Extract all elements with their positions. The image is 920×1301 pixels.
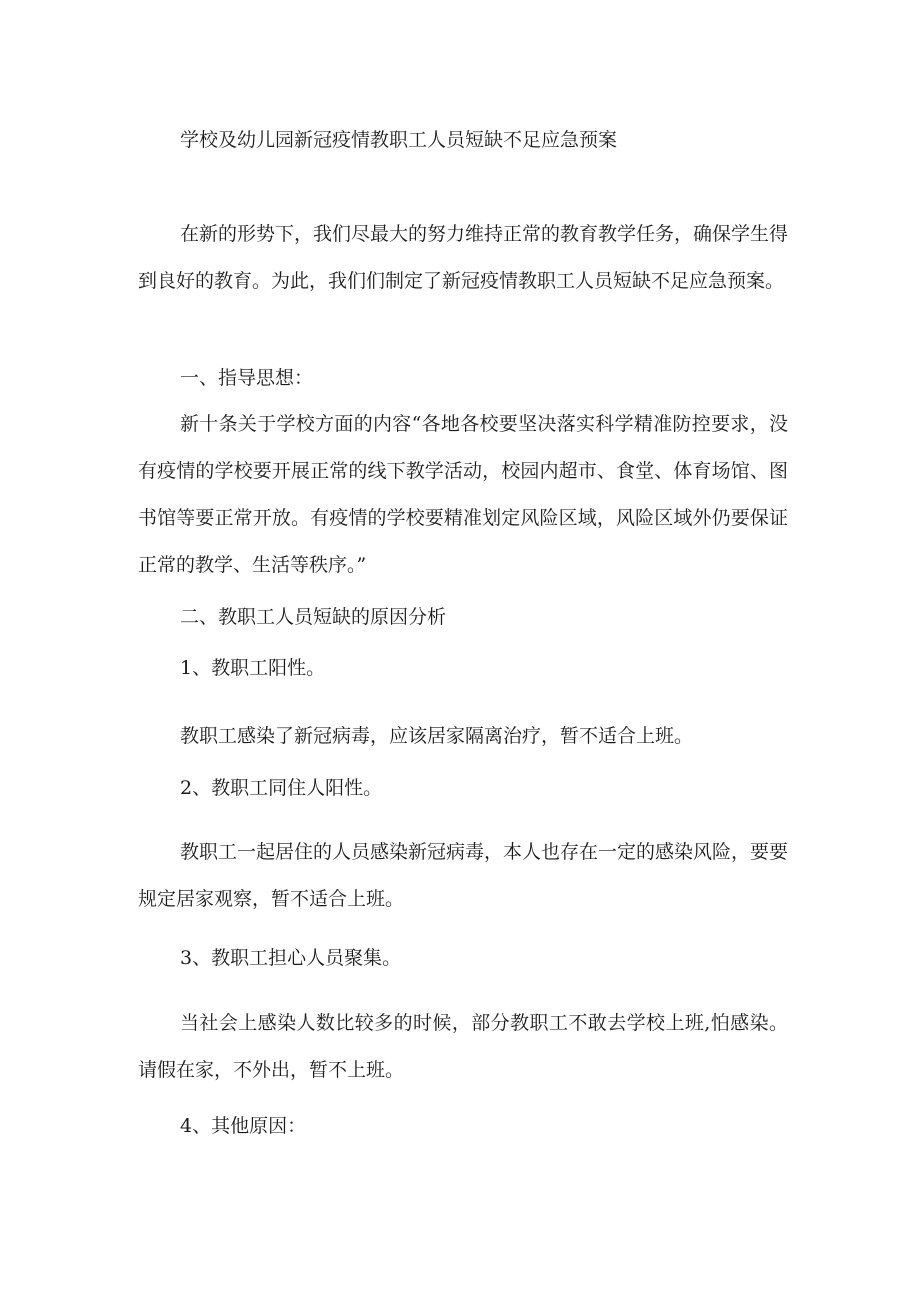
intro-paragraph: 在新的形势下，我们尽最大的努力维持正常的教育教学任务，确保学生得到良好的教育。为此，我们们制定了新冠疫情教职工人员短缺不足应急预案。 [138, 223, 789, 292]
document-title: 学校及幼儿园新冠疫情教职工人员短缺不足应急预案 [180, 129, 618, 151]
section-1-heading: 一、指导思想： [180, 367, 314, 389]
reason-3-body: 当社会上感染人数比较多的时候，部分教职工不敢去学校上班,怕感染。请假在家，不外出，暂不上班。 [138, 1012, 788, 1081]
reason-1-heading: 1、教职工阳性。 [180, 657, 326, 679]
reason-4-heading: 4、其他原因： [180, 1115, 307, 1137]
section-2-heading: 二、教职工人员短缺的原因分析 [180, 606, 447, 628]
reason-1-body: 教职工感染了新冠病毒，应该居家隔离治疗，暂不适合上班。 [180, 725, 694, 747]
section-1-body: 新十条关于学校方面的内容“各地各校要坚决落实科学精准防控要求，没有疫情的学校要开展正常的线下教学活动，校园内超市、食堂、体育场馆、图书馆等要正常开放。有疫情的学校要精准划定风险区域，风险区域外仍要保证正常的教学、生活等秩序。” [138, 413, 788, 576]
reason-2-body: 教职工一起居住的人员感染新冠病毒，本人也存在一定的感染风险，要要规定居家观察，暂不适合上班。 [138, 841, 789, 910]
reason-3-heading: 3、教职工担心人员聚集。 [180, 947, 402, 969]
reason-2-heading: 2、教职工同住人阳性。 [180, 777, 383, 799]
